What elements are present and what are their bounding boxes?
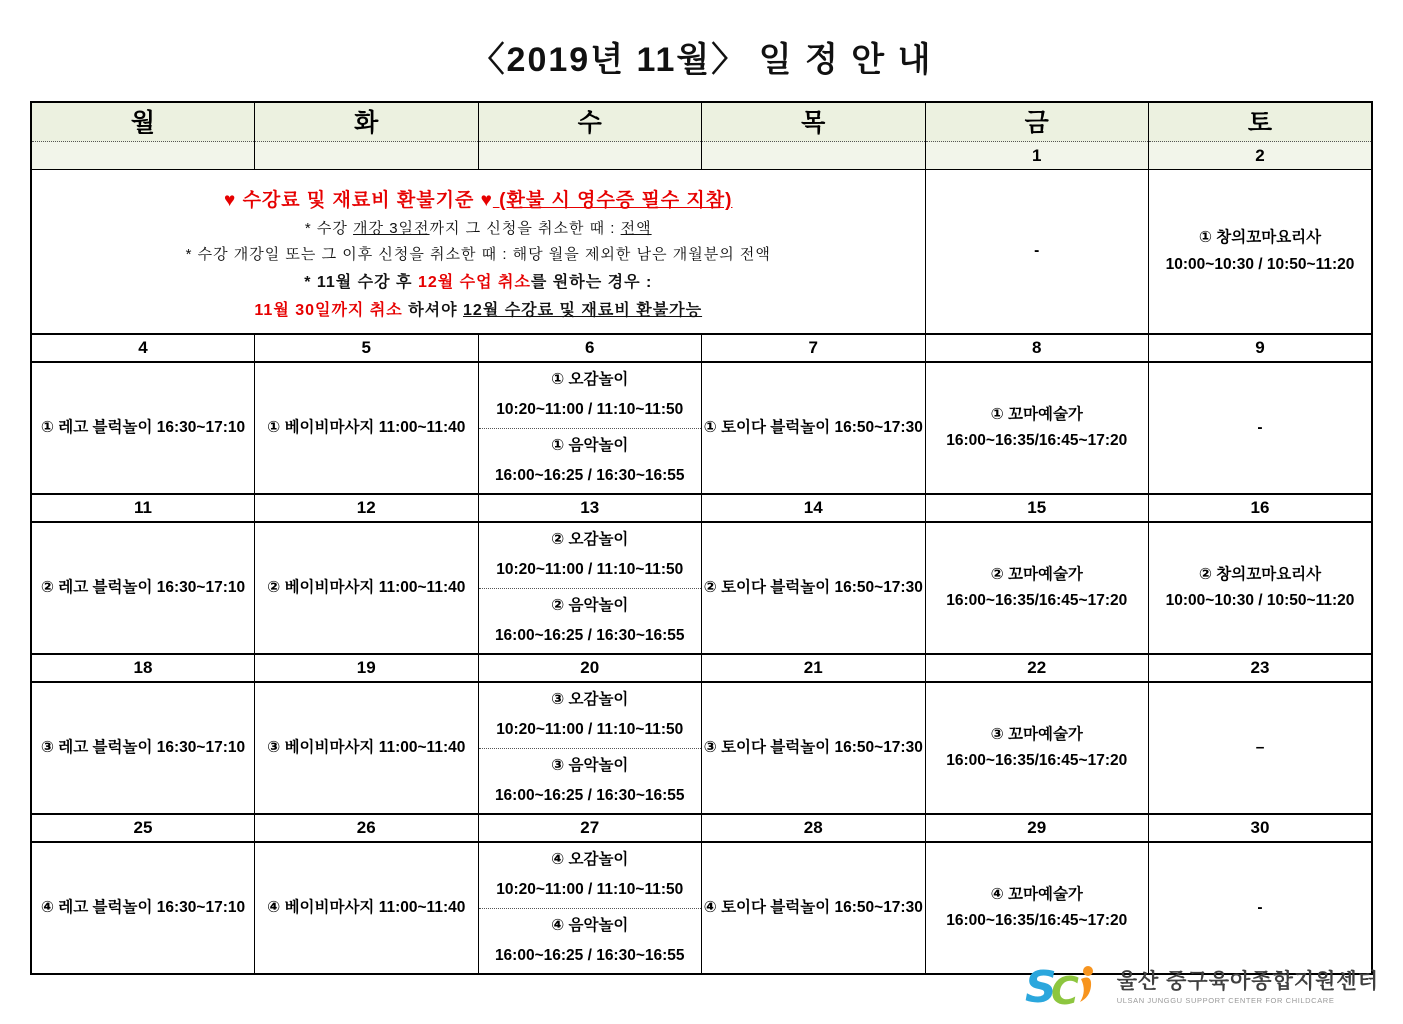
- activity-cell-mon: ② 레고 블럭놀이 16:30~17:10: [31, 522, 255, 654]
- activity-time: 16:00~16:35/16:45~17:20: [946, 432, 1128, 449]
- date-cell-29: 29: [925, 814, 1149, 842]
- activity-cell-sat: [1149, 362, 1373, 494]
- activity-cell-fri-1: -: [925, 170, 1149, 335]
- date-row-week1: [31, 142, 1372, 170]
- notice-rule-3: * 11월 수강 후 12월 수업 취소를 원하는 경우 :: [304, 274, 653, 291]
- content-row-week2: [31, 362, 1372, 494]
- activity-cell-mon: ③ 레고 블럭놀이 16:30~17:10: [31, 682, 255, 814]
- activity-cell-fri: [925, 842, 1149, 974]
- activity-time: 10:00~10:30 / 10:50~11:20: [1165, 255, 1355, 273]
- date-cell-22: 22: [925, 654, 1149, 682]
- org-name-english: ULSAN JUNGGU SUPPORT CENTER FOR CHILDCARE: [1116, 996, 1335, 1005]
- activity-cell-mon: ④ 레고 블럭놀이 16:30~17:10: [31, 842, 255, 974]
- activity-cell-sat: [1149, 522, 1373, 654]
- activity-cell-fri: [925, 522, 1149, 654]
- date-cell-16: 16: [1149, 494, 1373, 522]
- date-cell-21: 21: [702, 654, 926, 682]
- date-cell-18: 18: [31, 654, 255, 682]
- date-cell-30: 30: [1149, 814, 1373, 842]
- notice-rule-1: * 수강 개강 3일전까지 그 신청을 취소한 때 : 전액: [304, 220, 652, 237]
- activity-title: -: [1257, 898, 1263, 916]
- page-title: 〈2019년 11월〉 일 정 안 내: [470, 41, 933, 79]
- activity-title: ① 창의꼬마요리사: [1198, 229, 1322, 247]
- date-cell-27: 27: [478, 814, 702, 842]
- notice-rule-4: 11월 30일까지 취소 하셔야 12월 수강료 및 재료비 환불가능: [254, 302, 703, 319]
- activity-cell-thu: ① 토이다 블럭놀이 16:50~17:30: [702, 362, 926, 494]
- activity-cell-tue: ③ 베이비마사지 11:00~11:40: [255, 682, 479, 814]
- activity-cell-sat: [1149, 682, 1373, 814]
- weekday-header-mon: 월: [31, 102, 255, 142]
- date-cell-1: 1: [925, 142, 1149, 170]
- date-cell-11: 11: [31, 494, 255, 522]
- activity-cell-tue: ① 베이비마사지 11:00~11:40: [255, 362, 479, 494]
- activity-title: ④ 꼬마예술가: [990, 885, 1083, 903]
- activity-cell-thu: ④ 토이다 블럭놀이 16:50~17:30: [702, 842, 926, 974]
- date-cell-7: 7: [702, 334, 926, 362]
- wed-morning-activity: ④ 오감놀이 10:20~11:00 / 11:10~11:50: [479, 843, 702, 909]
- weekday-header-thu: 목: [702, 102, 926, 142]
- activity-cell-thu: ③ 토이다 블럭놀이 16:50~17:30: [702, 682, 926, 814]
- activity-title: ③ 꼬마예술가: [990, 725, 1083, 743]
- date-cell-15: 15: [925, 494, 1149, 522]
- activity-title: ② 창의꼬마요리사: [1198, 565, 1322, 583]
- refund-notice-cell: [31, 170, 925, 335]
- activity-cell-thu: ② 토이다 블럭놀이 16:50~17:30: [702, 522, 926, 654]
- activity-cell-tue: ④ 베이비마사지 11:00~11:40: [255, 842, 479, 974]
- wed-morning-activity: ① 오감놀이 10:20~11:00 / 11:10~11:50: [479, 363, 702, 429]
- wed-afternoon-activity: ③ 음악놀이 16:00~16:25 / 16:30~16:55: [494, 756, 685, 804]
- date-row-week4: [31, 654, 1372, 682]
- date-cell-9: 9: [1149, 334, 1373, 362]
- wed-afternoon-activity: ② 음악놀이 16:00~16:25 / 16:30~16:55: [494, 596, 685, 644]
- weekday-header-row: [31, 102, 1372, 142]
- footer: [1025, 958, 1379, 1012]
- activity-cell-mon: ① 레고 블럭놀이 16:30~17:10: [31, 362, 255, 494]
- wed-afternoon-activity: ④ 음악놀이 16:00~16:25 / 16:30~16:55: [494, 916, 685, 964]
- weekday-header-wed: 수: [478, 102, 702, 142]
- svg-text:S: S: [1024, 962, 1057, 1012]
- content-row-week4: [31, 682, 1372, 814]
- date-cell: [702, 142, 926, 170]
- svg-text:C: C: [1050, 969, 1079, 1012]
- content-row-week1: [31, 170, 1372, 335]
- date-cell-14: 14: [702, 494, 926, 522]
- wed-morning-activity: ② 오감놀이 10:20~11:00 / 11:10~11:50: [479, 523, 702, 589]
- notice-heading: ♥ 수강료 및 재료비 환불기준 ♥ (환불 시 영수증 필수 지참): [224, 190, 733, 211]
- activity-title: -: [1257, 418, 1263, 436]
- activity-cell-fri: [925, 362, 1149, 494]
- date-cell-12: 12: [255, 494, 479, 522]
- childcare-center-logo-icon: [1025, 958, 1109, 1012]
- activity-time: 16:00~16:35/16:45~17:20: [946, 592, 1128, 609]
- weekday-header-sat: 토: [1149, 102, 1373, 142]
- date-cell-6: 6: [478, 334, 702, 362]
- content-row-week5: [31, 842, 1372, 974]
- activity-title: –: [1255, 738, 1265, 756]
- wed-afternoon-activity: ① 음악놀이 16:00~16:25 / 16:30~16:55: [494, 436, 685, 484]
- activity-title: ② 꼬마예술가: [990, 565, 1083, 583]
- activity-cell-wed: [478, 842, 702, 974]
- content-row-week3: [31, 522, 1372, 654]
- activity-cell-fri: [925, 682, 1149, 814]
- date-cell: [478, 142, 702, 170]
- date-cell: [255, 142, 479, 170]
- activity-cell-wed: [478, 362, 702, 494]
- org-name-korean: 울산 중구육아종합지원센터: [1116, 970, 1379, 993]
- activity-cell-wed: [478, 522, 702, 654]
- date-cell-19: 19: [255, 654, 479, 682]
- activity-cell-sat: [1149, 842, 1373, 974]
- activity-time: 10:00~10:30 / 10:50~11:20: [1165, 592, 1355, 609]
- date-row-week5: [31, 814, 1372, 842]
- date-cell-4: 4: [31, 334, 255, 362]
- date-cell-8: 8: [925, 334, 1149, 362]
- date-row-week3: [31, 494, 1372, 522]
- date-cell-13: 13: [478, 494, 702, 522]
- calendar-table: [30, 101, 1373, 975]
- activity-title: ① 꼬마예술가: [990, 405, 1083, 423]
- activity-time: 16:00~16:35/16:45~17:20: [946, 912, 1128, 929]
- activity-time: 16:00~16:35/16:45~17:20: [946, 752, 1128, 769]
- date-cell-23: 23: [1149, 654, 1373, 682]
- activity-cell-sat-2: [1149, 170, 1373, 335]
- date-row-week2: [31, 334, 1372, 362]
- date-cell-20: 20: [478, 654, 702, 682]
- date-cell-5: 5: [255, 334, 479, 362]
- refund-notice: [32, 170, 925, 333]
- notice-rule-2: * 수강 개강일 또는 그 이후 신청을 취소한 때 : 해당 월을 제외한 남은 개월분의 전액: [185, 246, 771, 263]
- wed-morning-activity: ③ 오감놀이 10:20~11:00 / 11:10~11:50: [479, 683, 702, 749]
- weekday-header-fri: 금: [925, 102, 1149, 142]
- date-cell-2: 2: [1149, 142, 1373, 170]
- date-cell-25: 25: [31, 814, 255, 842]
- date-cell: [31, 142, 255, 170]
- activity-cell-tue: ② 베이비마사지 11:00~11:40: [255, 522, 479, 654]
- date-cell-28: 28: [702, 814, 926, 842]
- activity-cell-wed: [478, 682, 702, 814]
- date-cell-26: 26: [255, 814, 479, 842]
- weekday-header-tue: 화: [255, 102, 479, 142]
